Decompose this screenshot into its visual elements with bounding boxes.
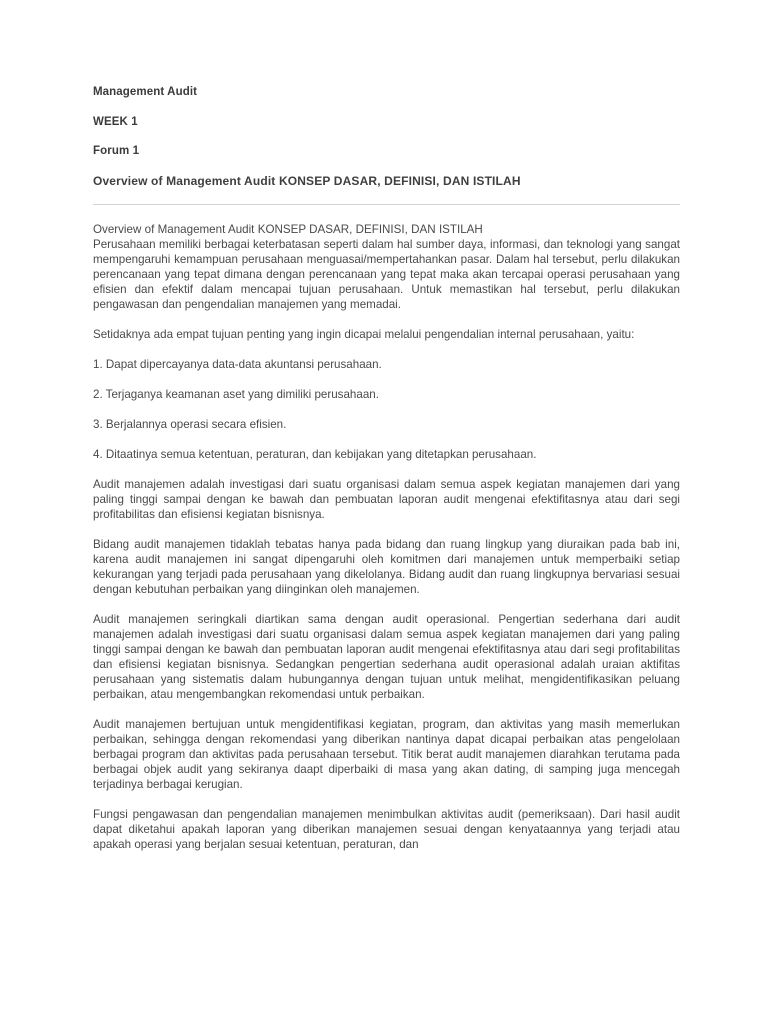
list-item: 3. Berjalannya operasi secara efisien. (93, 418, 287, 431)
heading-course-title: Management Audit (93, 86, 198, 98)
paragraph-7: Fungsi pengawasan dan pengendalian manajemen menimbulkan aktivitas audit (pemeriksaan). Dari hasil audit dapat diketahui apakah laporan yang diberikan manajemen sesuai dengan kenyataannya yang terjadi atau apakah operasi yang berjalan sesuai ketentuan, peraturan, dan (93, 808, 680, 851)
list-item: 2. Terjaganya keamanan aset yang dimiliki perusahaan. (93, 388, 379, 401)
section-divider (93, 204, 680, 205)
intro-block (93, 222, 680, 312)
heading-week: WEEK 1 (93, 115, 138, 128)
heading-topic: Overview of Management Audit KONSEP DASAR, DEFINISI, DAN ISTILAH (93, 173, 521, 188)
body-subtitle: Overview of Management Audit KONSEP DASAR, DEFINISI, DAN ISTILAH (93, 223, 483, 236)
heading-forum: Forum 1 (93, 145, 140, 157)
paragraph-5: Audit manajemen seringkali diartikan sama dengan audit operasional. Pengertian sederhana dari audit manajemen adalah investigasi dari suatu organisasi dalam semua aspek kegiatan manajemen dari yang paling tinggi sampai dengan ke bawah dan pembuatan laporan audit mengenai efektifitasnya atau dari segi profitabilitas dan efisiensi kegiatan bisnisnya. Sedangkan pengertian sederhana audit operasional adalah uraian aktifitas perusahaan yang sistematis dalam hubungannya dengan tujuan untuk melihat, mengidentifikasikan peluang perbaikan, atau mengembangkan rekomendasi untuk perbaikan. (93, 613, 680, 701)
list-item: 4. Ditaatinya semua ketentuan, peraturan, dan kebijakan yang ditetapkan perusahaan. (93, 448, 537, 461)
list-item: 1. Dapat dipercayanya data-data akuntansi perusahaan. (93, 358, 382, 371)
paragraph-6: Audit manajemen bertujuan untuk mengidentifikasi kegiatan, program, dan aktivitas yang masih memerlukan perbaikan, sehingga dengan rekomendasi yang diberikan nantinya dapat dicapai perbaikan atas pengelolaan berbagai program dan aktivitas pada perusahaan tersebut. Titik berat audit manajemen diarahkan terutama pada berbagai objek audit yang sekiranya daapt diperbaiki di masa yang akan dating, di samping juga mencegah terjadinya berbagai kerugian. (93, 718, 680, 791)
paragraph-3: Audit manajemen adalah investigasi dari suatu organisasi dalam semua aspek kegiatan manajemen dari yang paling tinggi sampai dengan ke bawah dan pembuatan laporan audit mengenai efektifitasnya atau dari segi profitabilitas dan efisiensi kegiatan bisnisnya. (93, 478, 680, 521)
paragraph-2: Setidaknya ada empat tujuan penting yang ingin dicapai melalui pengendalian internal perusahaan, yaitu: (93, 328, 635, 341)
document-content (93, 86, 680, 867)
document-body (93, 222, 680, 852)
paragraph-1: Perusahaan memiliki berbagai keterbatasan seperti dalam hal sumber daya, informasi, dan teknologi yang sangat mempengaruhi kemampuan perusahaan menguasai/mempertahankan pasar. Dalam hal tersebut, perlu dilakukan perencanaan yang tepat dimana dengan perencanaan yang tepat maka akan tercapai operasi perusahaan yang efisien dan efektif dalam mencapai tujuan perusahaan. Untuk memastikan hal tersebut, perlu dilakukan pengawasan dan pengendalian manajemen yang memadai. (93, 238, 680, 311)
paragraph-4: Bidang audit manajemen tidaklah tebatas hanya pada bidang dan ruang lingkup yang diuraikan pada bab ini, karena audit manajemen ini sangat dipengaruhi oleh komitmen dari manajemen untuk memperbaiki setiap kekurangan yang terjadi pada perusahaan yang dikelolanya. Bidang audit dan ruang lingkupnya bervariasi sesuai dengan kebutuhan perbaikan yang diinginkan oleh manajemen. (93, 538, 680, 596)
